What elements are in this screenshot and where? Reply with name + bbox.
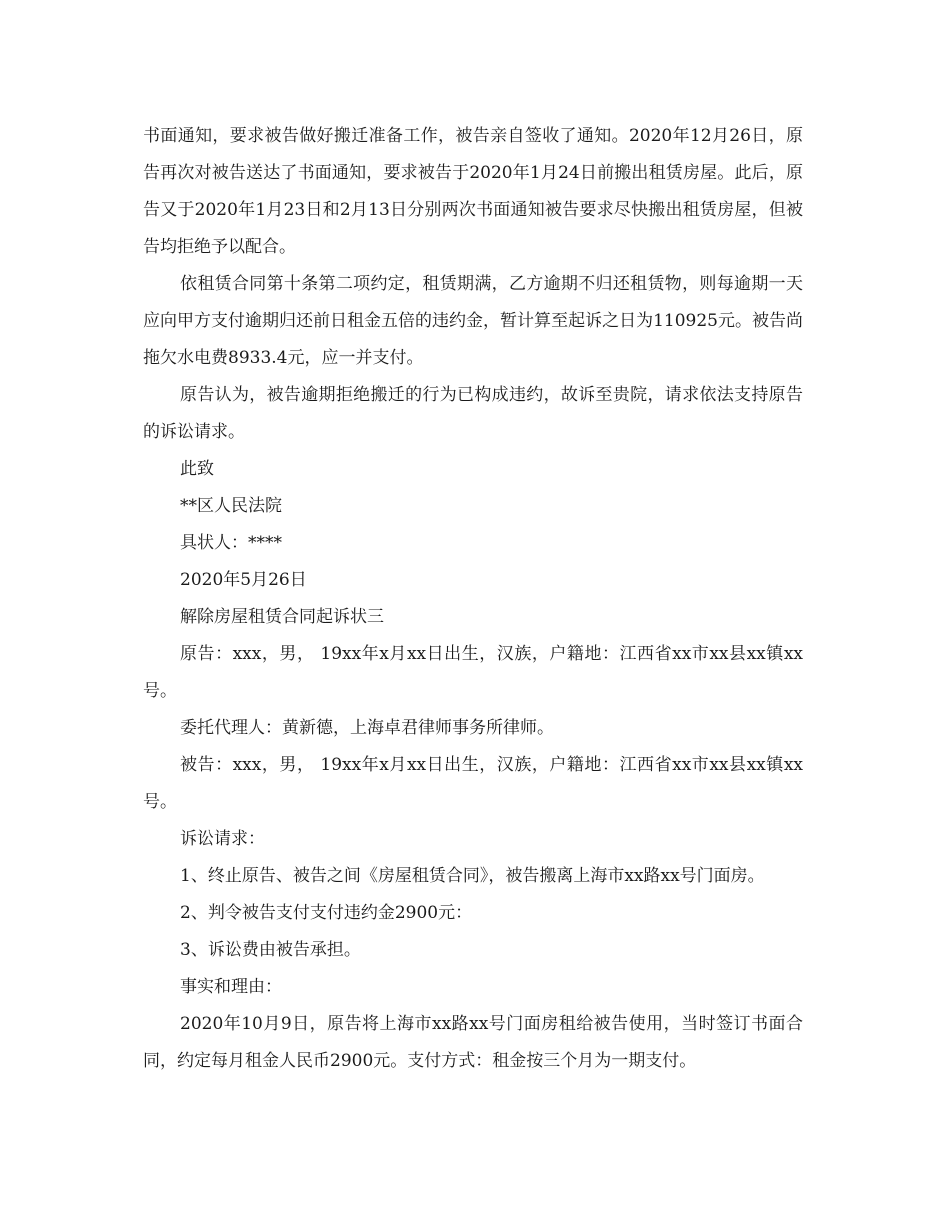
claim-item-2: 2、判令被告支付支付违约金2900元： (180, 903, 473, 923)
agent-info: 委托代理人：黄新德，上海卓君律师事务所律师。 (180, 718, 554, 738)
facts-paragraph: 2020年10月9日，原告将上海市xx路xx号门面房租给被告使用，当时签订书面合同，约定每月租金人民币2900元。支付方式：租金按三个月为一期支付。 (143, 1014, 803, 1071)
section-title: 解除房屋租赁合同起诉状三 (180, 607, 384, 627)
document-body (143, 118, 803, 1080)
document-date: 2020年5月26日 (180, 570, 307, 590)
signatory: 具状人：**** (180, 533, 282, 553)
facts-heading: 事实和理由： (180, 977, 282, 997)
paragraph-plaintiff-conclusion: 原告认为，被告逾期拒绝搬迁的行为已构成违约，故诉至贵院，请求依法支持原告的诉讼请求。 (143, 385, 803, 442)
salutation: 此致 (180, 459, 214, 479)
claim-item-3: 3、诉讼费由被告承担。 (180, 940, 361, 960)
plaintiff-info: 原告：xxx，男， 19xx年x月xx日出生，汉族，户籍地：江西省xx市xx县xx镇xx号。 (143, 644, 803, 701)
claims-heading: 诉讼请求： (180, 829, 265, 849)
paragraph-penalty-clause: 依租赁合同第十条第二项约定，租赁期满，乙方逾期不归还租赁物，则每逾期一天应向甲方支付逾期归还前日租金五倍的违约金，暂计算至起诉之日为110925元。被告尚拖欠水电费8933.4元，应一并支付。 (143, 274, 803, 368)
claim-item-1: 1、终止原告、被告之间《房屋租赁合同》，被告搬离上海市xx路xx号门面房。 (180, 866, 765, 886)
defendant-info: 被告：xxx，男， 19xx年x月xx日出生，汉族，户籍地：江西省xx市xx县xx镇xx号。 (143, 755, 803, 812)
court-name: **区人民法院 (180, 496, 282, 516)
paragraph-notice-history: 书面通知，要求被告做好搬迁准备工作，被告亲自签收了通知。2020年12月26日，原告再次对被告送达了书面通知，要求被告于2020年1月24日前搬出租赁房屋。此后，原告又于2020年1月23日和2月13日分别两次书面通知被告要求尽快搬出租赁房屋，但被告均拒绝予以配合。 (143, 126, 803, 257)
